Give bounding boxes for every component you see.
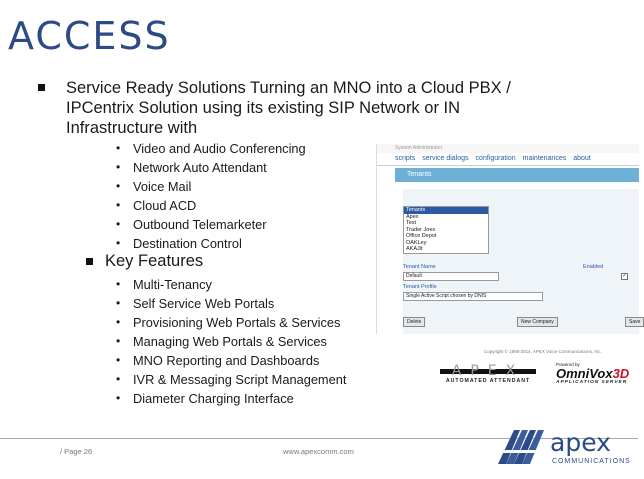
list-item[interactable]: Tenants [404,207,488,214]
tenant-name-field[interactable]: Default [403,272,499,281]
save-button[interactable]: Save [625,317,644,327]
bullet-icon: • [116,315,121,329]
bullet-icon: • [116,372,121,386]
list-item[interactable]: OAKLey [406,239,427,246]
omnivox-logo: Powered by OmniVox3D APPLICATION SERVER [556,362,630,385]
enabled-checkbox[interactable]: ✓ [622,273,627,279]
square-bullet-icon [86,258,93,265]
bullet-icon: • [116,353,121,367]
bullet-icon: • [116,160,121,174]
list-item: • Self Service Web Portals [116,296,275,311]
bullet-icon: • [116,141,121,155]
square-bullet-icon [38,84,45,91]
bullet-icon: • [116,296,121,310]
list-item: • Video and Audio Conferencing [116,141,306,156]
list-item: • Managing Web Portals & Services [116,334,327,349]
list-item: • MNO Reporting and Dashboards [116,353,320,368]
bullet-icon: • [116,179,121,193]
copyright-text: Copyright © 1998-2014, APEX Voice Communications, Inc. [484,349,602,354]
tenant-name-label: Tenant Name [403,264,436,270]
list-item[interactable]: Office Depot [406,233,437,239]
tenants-listbox[interactable] [403,206,489,254]
nav-maintenances[interactable]: maintenances [522,155,567,162]
list-item[interactable]: AKAJit [406,246,423,252]
list-item: • Network Auto Attendant [116,160,267,175]
apex-logo-icon [496,420,548,470]
slide-title: ACCESS [8,14,171,58]
tenants-band: Tenants [395,168,639,182]
list-item: • Voice Mail [116,179,192,194]
key-features-list [116,275,346,408]
list-item: • IVR & Messaging Script Management [116,372,347,387]
new-company-button[interactable]: New Company [517,317,558,327]
list-item: • Cloud ACD [116,198,197,213]
bullet-icon: • [116,198,121,212]
delete-button[interactable]: Delete [403,317,425,327]
screenshot-nav [377,153,639,166]
screenshot-header: System Administrator [377,144,639,153]
list-item: • Multi-Tenancy [116,277,212,292]
automated-attendant-logo: APEX AUTOMATED ATTENDANT [440,364,536,384]
main-bullet-text: Service Ready Solutions Turning an MNO into a Cloud PBX / IPCentrix Solution using its existing SIP Network or IN Infrastructure with [66,79,511,137]
nav-service-dialogs[interactable]: service dialogs [422,155,469,162]
page-number: / Page 26 [60,447,93,456]
capabilities-list [116,139,306,253]
apex-brand: apex [550,428,611,457]
bullet-icon: • [116,334,121,348]
nav-scripts[interactable]: scripts [395,155,416,162]
bullet-icon: • [116,217,121,231]
list-item[interactable]: Test [406,220,417,226]
list-item: • Destination Control [116,236,242,251]
bullet-icon: • [116,391,121,405]
bullet-icon: • [116,277,121,291]
list-item: • Provisioning Web Portals & Services [116,315,341,330]
list-item[interactable]: Trader Joes [406,226,436,233]
tenants-admin-screenshot [376,144,639,334]
tenant-profile-label: Tenant Profile [403,284,437,290]
list-item[interactable]: Apex [406,213,419,220]
enabled-label: Enabled [583,264,604,270]
apex-brand-sub: COMMUNICATIONS [552,458,631,465]
nav-about[interactable]: about [573,155,591,162]
nav-configuration[interactable]: configuration [475,155,516,162]
bullet-icon: • [116,236,121,250]
tenant-profile-select[interactable]: Single Active Script chosen by DNIS [403,292,543,301]
list-item: • Diameter Charging Interface [116,391,294,406]
list-item: • Outbound Telemarketer [116,217,267,232]
website-link[interactable]: www.apexcomm.com [283,447,354,456]
